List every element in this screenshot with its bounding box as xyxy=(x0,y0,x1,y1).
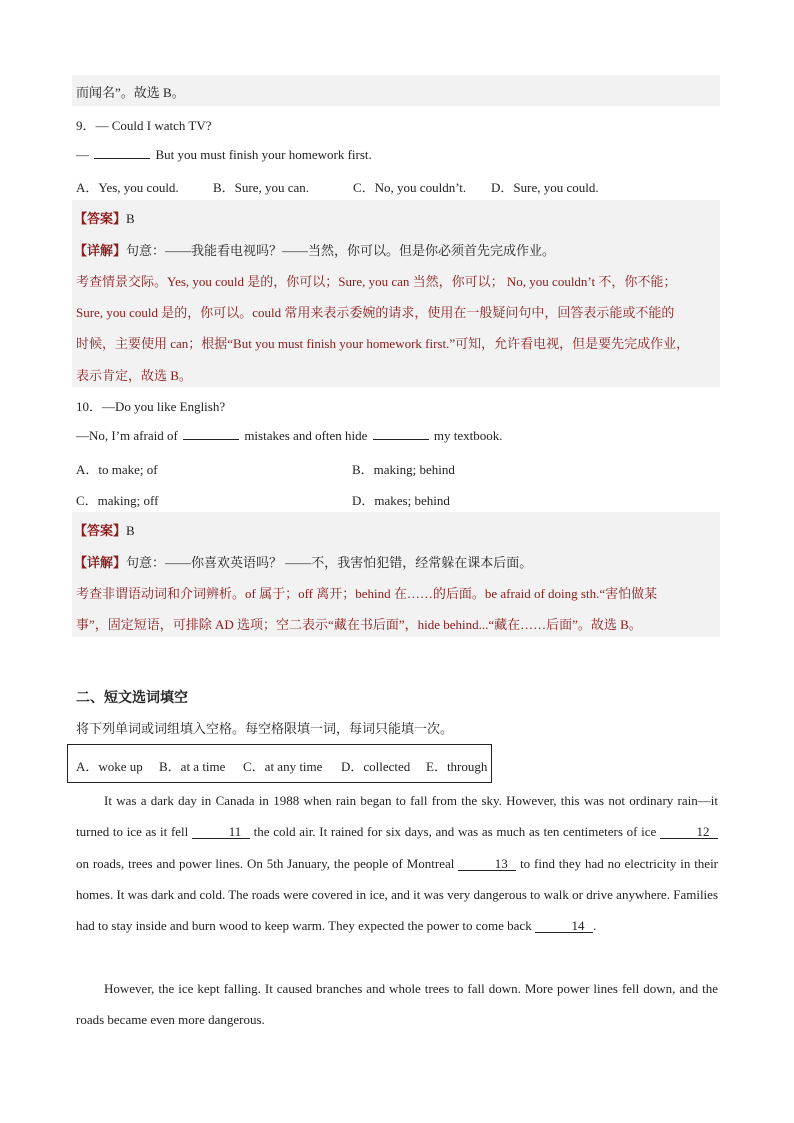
q10-option-b: B．making; behind xyxy=(352,462,455,477)
q10-answer-label: 【答案】 xyxy=(74,523,127,538)
q9-option-d: D．Sure, you could. xyxy=(491,180,599,195)
word-bank-b: B．at a time xyxy=(159,759,226,774)
q10-detail-line-3: 事”，固定短语，可排除 AD 选项；空二表示“藏在书后面”，hide behind...“藏在……后面”。故选 B。 xyxy=(76,617,642,632)
q9-dash: — xyxy=(76,147,89,162)
blank-14[interactable]: 14 xyxy=(535,919,593,933)
q10-line2: —No, I’m afraid of mistakes and often hide my textbook. xyxy=(76,428,503,443)
q9-line2 xyxy=(76,146,372,163)
q9-detail-line-1: 【详解】句意：——我能看电视吗？——当然，你可以。但是你必须首先完成作业。 xyxy=(74,243,556,258)
q9-option-c: C．No, you couldn’t. xyxy=(353,180,467,195)
section-title: 二、短文选词填空 xyxy=(76,691,188,706)
q9-detail-line-2: 考查情景交际。Yes, you could 是的，你可以；Sure, you can 当然，你可以； No, you couldn’t 不，你不能； xyxy=(76,274,677,289)
word-bank-c: C．at any time xyxy=(243,759,323,774)
q8-explanation-tail: 而闻名”。故选 B。 xyxy=(76,85,185,100)
q9-detail-line-5: 表示肯定，故选 B。 xyxy=(76,368,192,383)
q10-option-d: D．makes; behind xyxy=(352,493,450,508)
q10-option-a: A．to make; of xyxy=(76,462,158,477)
q9-answer-value: B xyxy=(126,211,135,226)
q10-detail-label: 【详解】 xyxy=(74,555,127,570)
q9-detail-line-4: 时候，主要使用 can；根据“But you must finish your homework first.”可知，允许看电视，但是要先完成作业， xyxy=(76,336,690,351)
q9-answer xyxy=(74,208,135,227)
q10-blank-2 xyxy=(373,427,429,440)
blank-13[interactable]: 13 xyxy=(458,857,516,871)
q9-stem: 9．— Could I watch TV? xyxy=(76,118,212,133)
q10-detail-line-2: 考查非谓语动词和介词辨析。of 属于；off 离开；behind 在……的后面。be afraid of doing sth.“害怕做某 xyxy=(76,586,658,601)
word-bank-e: E．through xyxy=(426,759,488,774)
q9-explanation-block xyxy=(72,200,720,387)
passage-paragraph-1: It was a dark day in Canada in 1988 when rain began to fall from the sky. However, this was not ordinary rain—it turned to ice as it fell 11 the cold air. It rained for six days, and was as much as ten centimeters of ice 12 on roads, trees and power lines. On 5th January, the people of Montreal 13 to find they had no electricity in their homes. It was dark and cold. The roads were covered in ice, and it was very dangerous to walk or drive anywhere. Families had to stay inside and burn wood to keep warm. They expected the power to come back 14 . xyxy=(76,793,719,934)
q10-detail-line-1: 【详解】句意：——你喜欢英语吗？ ——不，我害怕犯错，经常躲在课本后面。 xyxy=(74,555,533,570)
q10-answer-value: B xyxy=(126,523,135,538)
q9-line2-text: But you must finish your homework first. xyxy=(155,147,372,162)
q9-option-a: A．Yes, you could. xyxy=(76,180,179,195)
word-bank-a: A．woke up xyxy=(76,759,143,774)
q9-answer-label: 【答案】 xyxy=(74,211,127,226)
q9-option-b: B．Sure, you can. xyxy=(213,180,310,195)
blank-11[interactable]: 11 xyxy=(192,825,250,839)
q9-detail-label: 【详解】 xyxy=(74,243,127,258)
passage-paragraph-2: However, the ice kept falling. It caused branches and whole trees to fall down. More power lines fell down, and the roads became even more dangerous. xyxy=(76,981,718,1028)
q10-blank-1 xyxy=(183,427,239,440)
q10-answer xyxy=(74,520,135,539)
q9-blank xyxy=(94,146,150,159)
q10-stem: 10．—Do you like English? xyxy=(76,399,226,414)
q9-detail-line-3: Sure, you could 是的，你可以。could 常用来表示委婉的请求，使用在一般疑问句中，回答表示能或不能的 xyxy=(76,305,675,320)
blank-12[interactable]: 12 xyxy=(660,825,718,839)
section-instruction: 将下列单词或词组填入空格。每空格限填一词，每词只能填一次。 xyxy=(76,721,454,736)
word-bank-d: D．collected xyxy=(341,759,411,774)
q10-option-c: C．making; off xyxy=(76,493,159,508)
